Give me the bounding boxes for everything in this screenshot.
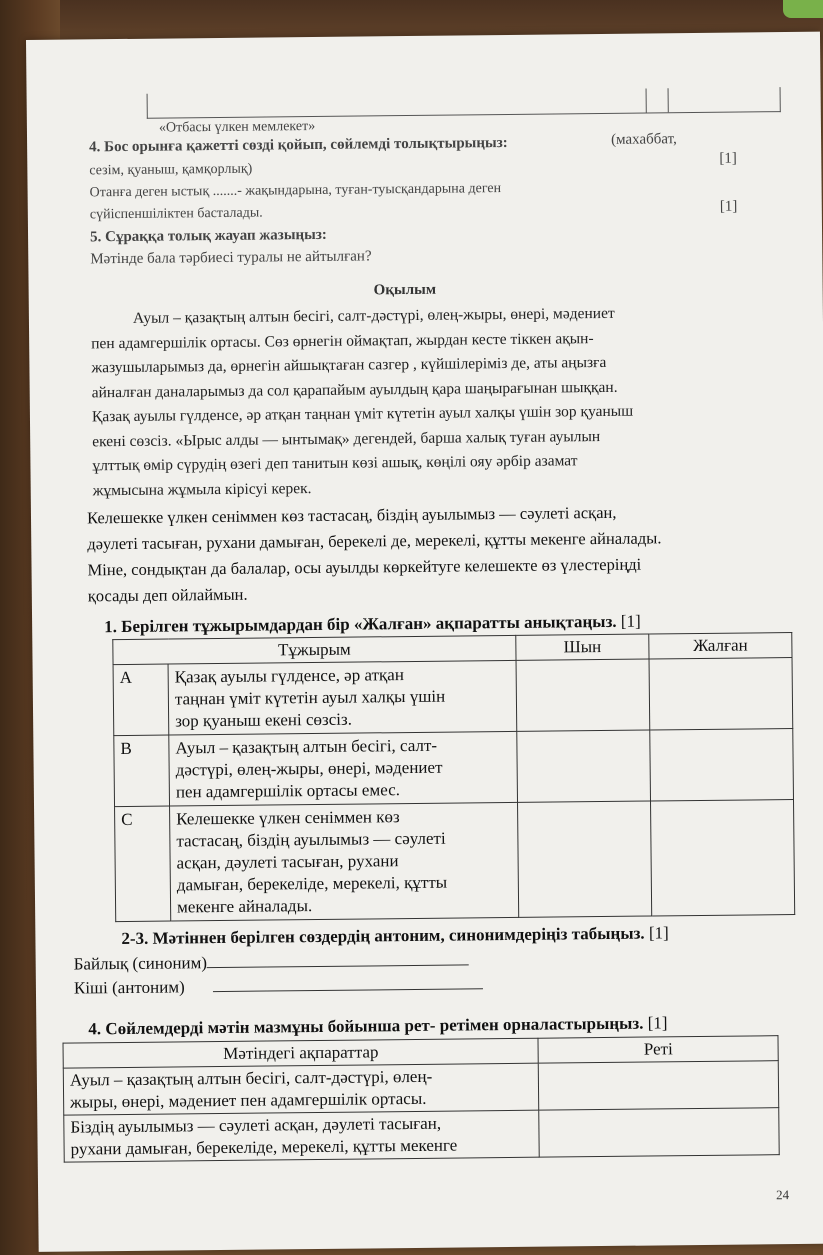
q23-item2-label: Кіші (антоним) — [73, 977, 185, 998]
q4-table — [63, 1035, 780, 1162]
q4-order-cell[interactable] — [539, 1108, 779, 1158]
statement-line: дамыған, берекеліде, мерекелі, құтты — [176, 872, 448, 895]
q4-title: 4. Сөйлемдерді мәтін мазмұны бойынша рет- ретімен орналастырыңыз. — [88, 1013, 644, 1039]
q1-row-letter: C — [115, 806, 171, 922]
reading-line: айналған даналарымыз да сол қарапайым ауылдың қара шаңырағынан шыққан. — [91, 378, 618, 401]
q23-title: 2-3. Мәтіннен берілген сөздердің антоним, синонимдеріңіз табыңыз. — [121, 923, 645, 949]
q1-header-false: Жалған — [649, 633, 792, 659]
reading-line: пен адамгершілік ортасы. Сөз өрнегін оймақтап, жырдан кесте тіккен ақын- — [91, 329, 594, 352]
task5-mark: [1] — [719, 198, 738, 215]
statement-line: пен адамгершілік ортасы емес. — [175, 780, 401, 802]
statement-line: Ауыл – қазақтың алтын бесігі, салт- — [175, 735, 438, 758]
info-line: Біздің ауылымыз — сәулеті асқан, дәулеті тасыған, — [70, 1113, 442, 1137]
reading-line: ұлттық өмір сүрудің өзегі деп танитын көзі ашық, көңілі ояу әрбір азамат — [92, 452, 578, 475]
header-box-divider — [646, 89, 647, 113]
q1-answer-false-cell[interactable] — [649, 658, 793, 730]
header-box-title: «Отбасы үлкен мемлекет» — [158, 118, 316, 136]
q1-answer-true-cell[interactable] — [518, 801, 652, 917]
statement-line: дәстүрі, өлең-жыры, өнері, мәдениет — [175, 757, 443, 780]
header-box-divider — [668, 88, 669, 112]
task4-hint: (махаббат, — [610, 131, 677, 148]
worksheet-page — [26, 32, 823, 1252]
q1-row-statement — [169, 731, 518, 806]
reading-line: Міне, сондықтан да балалар, осы ауылды көркейтуге келешекте өз үлестеріңді — [87, 554, 642, 580]
q1-answer-false-cell[interactable] — [650, 729, 794, 801]
q23-item1-answer-line[interactable] — [207, 948, 469, 968]
q1-answer-false-cell[interactable] — [651, 800, 795, 916]
table-row — [64, 1108, 779, 1162]
task5-question: Мәтінде бала тәрбиесі туралы не айтылған? — [90, 248, 372, 268]
reading-line: Ауыл – қазақтың алтын бесігі, салт-дәстүрі, өлең-жыры, өнері, мәдениет — [132, 304, 615, 327]
info-line: жыры, өнері, мәдениет пен адамгершілік ортасы. — [70, 1088, 427, 1112]
reading-paragraph-1 — [91, 302, 634, 504]
info-line: Ауыл – қазақтың алтын бесігі, салт-дәстүрі, өлең- — [69, 1066, 433, 1090]
statement-line: Келешекке үлкен сеніммен көз — [176, 807, 400, 829]
statement-line: Қазақ ауылы гүлденсе, әр атқан — [174, 665, 404, 687]
reading-line: дәулеті тасыған, рухани дамыған, берекелі де, мерекелі, құтты мекенге айналады. — [87, 528, 662, 554]
q1-header-statement: Тұжырым — [113, 635, 516, 664]
green-object-corner — [783, 0, 823, 18]
q1-mark: [1] — [620, 611, 641, 631]
q23-item2 — [74, 972, 483, 998]
q4-row-info — [63, 1063, 539, 1115]
reading-paragraph-2 — [87, 499, 662, 609]
q4-mark: [1] — [647, 1013, 668, 1033]
q4-row-info — [64, 1110, 540, 1162]
reading-line: жазушыларымыз да, өрнегін айшықтаған сазгер , күйшілеріміз де, аты аңызға — [91, 353, 607, 377]
q1-table — [112, 632, 795, 922]
table-row — [113, 658, 793, 736]
q1-row-statement — [168, 660, 517, 735]
q1-heading — [104, 612, 641, 638]
statement-line: таңнан үміт күтетін ауыл халқы үшін — [174, 686, 446, 709]
page-number: 24 — [776, 1187, 790, 1203]
task4-instruction: 4. Бос орынға қажетті сөзді қойып, сөйлемді толықтырыңыз: — [89, 134, 508, 156]
task4-sentence-line1: Отанға деген ыстық .......- жақындарына, туған-туысқандарына деген — [89, 181, 502, 201]
reading-title: Оқылым — [373, 281, 437, 299]
q1-answer-true-cell[interactable] — [517, 730, 651, 802]
q1-title: 1. Берілген тұжырымдардан бір «Жалған» ақпаратты анықтаңыз. — [104, 611, 617, 637]
reading-line: Келешекке үлкен сеніммен көз тастасаң, біздің ауылымыз — сәулеті асқан, — [86, 502, 617, 528]
q4-order-cell[interactable] — [539, 1061, 779, 1111]
statement-line: мекенге айналады. — [176, 896, 313, 917]
q4-header-info: Мәтіндегі ақпараттар — [63, 1038, 539, 1068]
q23-item2-answer-line[interactable] — [213, 972, 483, 992]
task4-mark: [1] — [719, 150, 737, 167]
q1-row-letter: B — [114, 735, 170, 807]
table-row — [115, 800, 795, 922]
q23-item1 — [74, 948, 470, 974]
info-line: рухани дамыған, берекеліде, мерекелі, құтты мекенге — [70, 1135, 458, 1159]
statement-line: зор қуаныш екені сөзсіз. — [175, 709, 353, 731]
task5-instruction: 5. Сұраққа толық жауап жазыңыз: — [89, 226, 327, 246]
q1-header-true: Шын — [516, 634, 649, 660]
reading-line: Қазақ ауылы гүлденсе, әр атқан таңнан үміт күтетін ауыл халқы үшін зор қуаныш — [91, 402, 634, 426]
statement-line: асқан, дәулеті тасыған, рухани — [176, 851, 399, 873]
q1-row-letter: A — [113, 664, 169, 736]
task4-hint-line2: сезім, қуаныш, қамқорлық) — [89, 161, 253, 179]
task4-sentence-line2: сүйіспеншіліктен басталады. — [89, 205, 263, 223]
table-row — [114, 729, 794, 807]
q1-row-statement — [170, 802, 519, 921]
q4-header-order: Реті — [538, 1036, 778, 1064]
q1-answer-true-cell[interactable] — [516, 659, 650, 731]
table-row — [63, 1061, 778, 1115]
statement-line: тастасаң, біздің ауылымыз — сәулеті — [176, 828, 446, 851]
q23-item1-label: Байлық (синоним) — [73, 953, 208, 974]
q23-heading — [121, 923, 669, 949]
reading-line: қосады деп ойлаймын. — [87, 584, 248, 606]
reading-line: жұмысына жұмыла кірісуі керек. — [92, 479, 312, 499]
reading-line: екені сөзсіз. «Ырыс алды — ынтымақ» дегендей, барша халық туған ауылын — [92, 427, 601, 450]
q4-heading — [88, 1013, 667, 1039]
header-box — [147, 87, 781, 119]
q23-mark: [1] — [648, 923, 669, 943]
